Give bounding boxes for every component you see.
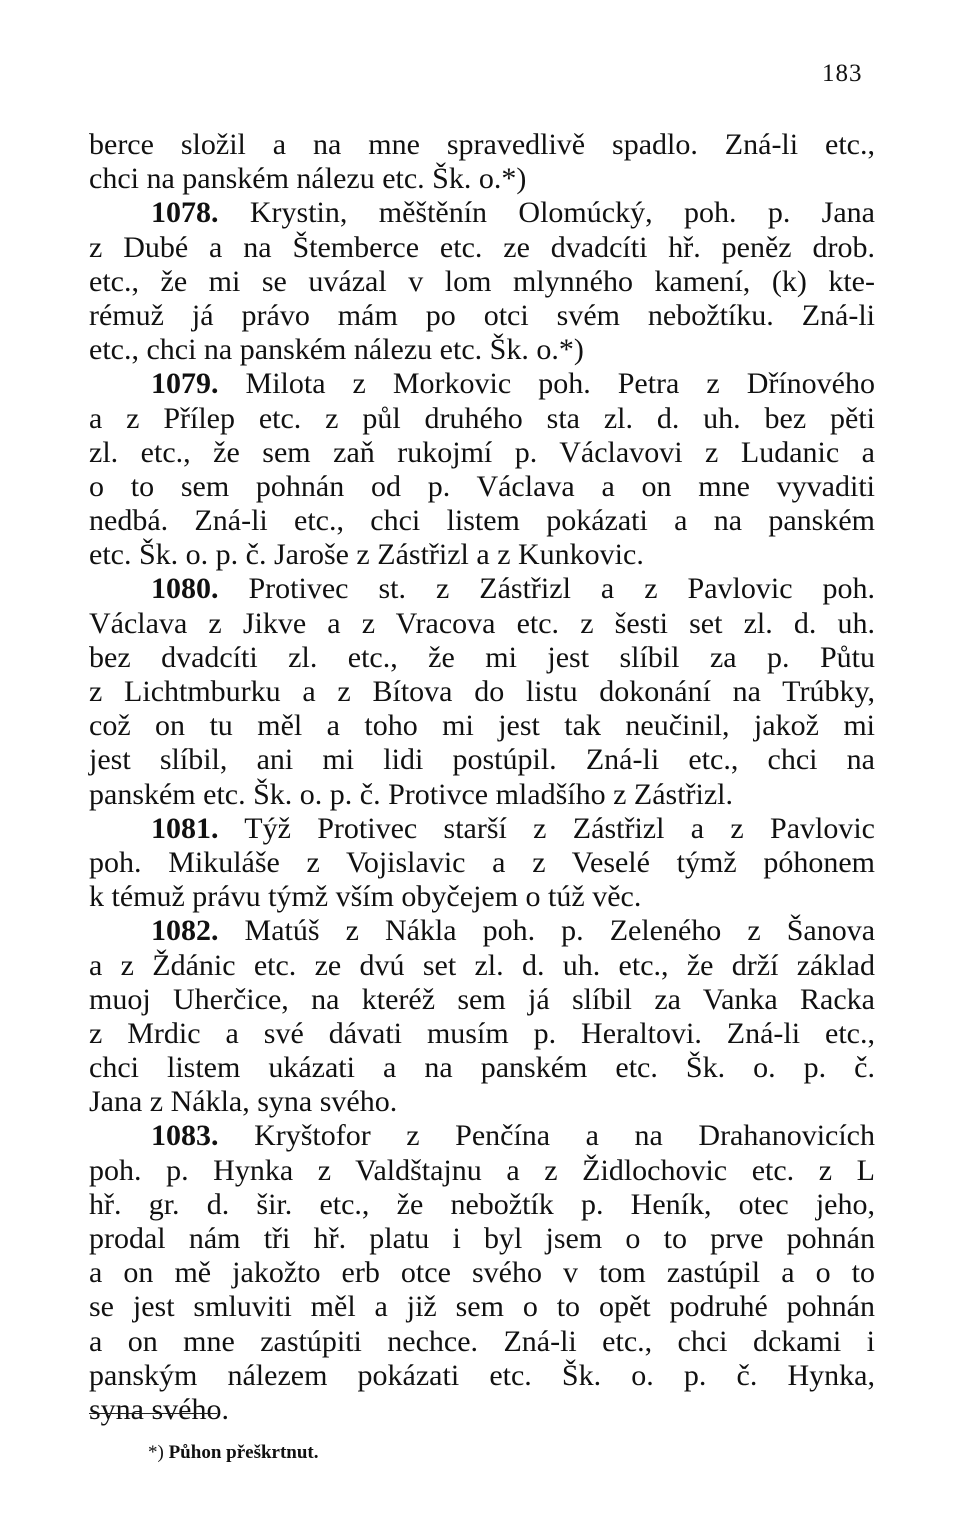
line-text: Václava z Jikve a z Vracova etc. z šesti set zl. d. uh. <box>89 606 875 640</box>
line-text: jest slíbil, ani mi lidi postúpil. Zná-li etc., chci na <box>89 743 875 777</box>
body-text <box>89 128 875 1427</box>
text-line <box>89 538 875 572</box>
text-line <box>89 402 875 436</box>
text-line <box>89 641 875 675</box>
line-text: o to sem pohnán od p. Václava a on mne vyvaditi <box>89 469 875 503</box>
line-text: hř. gr. d. šir. etc., že nebožtík p. Heník, otec jeho, <box>89 1187 875 1221</box>
text-line <box>89 983 875 1017</box>
line-text: muoj Uherčice, na kteréž sem já slíbil za Vanka Racka <box>89 982 875 1016</box>
entry-number: 1081. <box>151 811 219 845</box>
line-text: Krystin, měštěnín Olomúcký, poh. p. Jana <box>249 196 875 230</box>
line-text: etc., chci na panském nálezu etc. Šk. o.*) <box>89 333 584 367</box>
line-text: prodal nám tři hř. platu i byl jsem o to prve pohnán <box>89 1222 875 1255</box>
entry-number: 1078. <box>151 196 219 230</box>
text-line <box>89 1017 875 1051</box>
line-text: poh. Mikuláše z Vojislavic a z Veselé týmž póhonem <box>89 845 875 879</box>
line-text: etc., že mi se uvázal v lom mlynného kamení, (k) kte- <box>89 264 875 298</box>
entry-first-line <box>89 572 875 606</box>
line-text: Jana z Nákla, syna svého. <box>89 1085 398 1119</box>
line-text: z Lichtmburku a z Bítova do listu dokonání na Trúbky, <box>89 675 875 708</box>
entry-first-line <box>89 196 875 230</box>
line-text: rémuž já právo mám po otci svém nebožtíku. Zná-li <box>89 298 875 332</box>
line-text: Matúš z Nákla poh. p. Zeleného z Šanova <box>244 914 876 948</box>
entry-number: 1079. <box>151 367 219 401</box>
line-text: syna svého. <box>89 1392 229 1426</box>
text-line <box>89 128 875 162</box>
text-line <box>89 1188 875 1222</box>
text-line <box>89 436 875 470</box>
text-line <box>89 470 875 504</box>
text-line <box>89 1154 875 1188</box>
line-text: nedbá. Zná-li etc., chci listem pokázati a na panském <box>89 504 875 538</box>
line-text: k témuž právu týmž vším obyčejem o túž věc. <box>89 880 642 914</box>
text-line <box>89 743 875 777</box>
page-number: 183 <box>822 60 863 87</box>
line-text: což on tu měl a toho mi jest tak neučinil, jakož mi <box>89 709 875 743</box>
text-line <box>89 504 875 538</box>
text-line <box>89 1051 875 1085</box>
text-line <box>89 675 875 709</box>
entry-number: 1083. <box>151 1119 219 1153</box>
text-line <box>89 1325 875 1359</box>
line-text: berce složil a na mne spravedlivě spadlo. Zná-li etc., <box>89 128 875 161</box>
footnote-text: Půhon přeškrtnut. <box>168 1442 319 1463</box>
text-line <box>89 778 875 812</box>
line-text: chci listem ukázati a na panském etc. Šk. o. p. č. <box>89 1051 875 1085</box>
footnote-marker: *) <box>148 1442 164 1463</box>
line-text: z Dubé a na Štemberce etc. ze dvadcíti hř. peněz drob. <box>89 230 875 264</box>
entry-first-line <box>89 367 875 401</box>
line-text: Kryštofor z Penčína a na Drahanovicích <box>254 1119 875 1153</box>
text-line <box>89 607 875 641</box>
text-line <box>89 949 875 983</box>
entry-number: 1082. <box>151 914 219 948</box>
line-text: Milota z Morkovic poh. Petra z Dřínového <box>245 367 875 401</box>
line-text: panským nálezem pokázati etc. Šk. o. p. č. Hynka, <box>89 1358 875 1392</box>
line-text: zl. etc., že sem zaň rukojmí p. Václavovi z Ludanic a <box>89 435 875 469</box>
text-line <box>89 1085 875 1119</box>
text-line <box>89 231 875 265</box>
text-line <box>89 709 875 743</box>
line-text: se jest smluviti měl a již sem o to opět podruhé pohnán <box>89 1290 875 1324</box>
line-text: poh. p. Hynka z Valdštajnu a z Židlochovic etc. z L <box>89 1153 875 1187</box>
footnote-separator <box>89 1413 217 1414</box>
line-text: etc. Šk. o. p. č. Jaroše z Zástřizl a z Kunkovic. <box>89 538 644 572</box>
entry-first-line <box>89 914 875 948</box>
line-text: chci na panském nálezu etc. Šk. o.*) <box>89 162 527 196</box>
text-line <box>89 880 875 914</box>
entry-number: 1080. <box>151 572 219 606</box>
text-line <box>89 1393 875 1427</box>
text-line <box>89 333 875 367</box>
line-text: a z Ždánic etc. ze dvú set zl. d. uh. etc., že drží základ <box>89 948 875 982</box>
line-text: Týž Protivec starší z Zástřizl a z Pavlovic <box>244 811 875 845</box>
line-text: a on mě jakožto erb otce svého v tom zastúpil a o to <box>89 1256 875 1290</box>
line-text: a z Přílep etc. z půl druhého sta zl. d. uh. bez pěti <box>89 401 875 435</box>
line-text: a on mne zastúpiti nechce. Zná-li etc., chci dckami i <box>89 1324 875 1358</box>
text-line <box>89 846 875 880</box>
line-text: Protivec st. z Zástřizl a z Pavlovic poh. <box>248 572 876 606</box>
text-line <box>89 1359 875 1393</box>
line-text: bez dvadcíti zl. etc., že mi jest slíbil za p. Půtu <box>89 640 875 674</box>
text-line <box>89 299 875 333</box>
entry-first-line <box>89 1119 875 1153</box>
line-text: z Mrdic a své dávati musím p. Heraltovi. Zná-li etc., <box>89 1016 875 1050</box>
line-text: panském etc. Šk. o. p. č. Protivce mladšího z Zástřizl. <box>89 777 734 811</box>
text-line <box>89 1256 875 1290</box>
text-line <box>89 265 875 299</box>
footnote <box>148 1442 319 1464</box>
text-line <box>89 1290 875 1324</box>
entry-first-line <box>89 812 875 846</box>
text-line <box>89 162 875 196</box>
text-line <box>89 1222 875 1256</box>
